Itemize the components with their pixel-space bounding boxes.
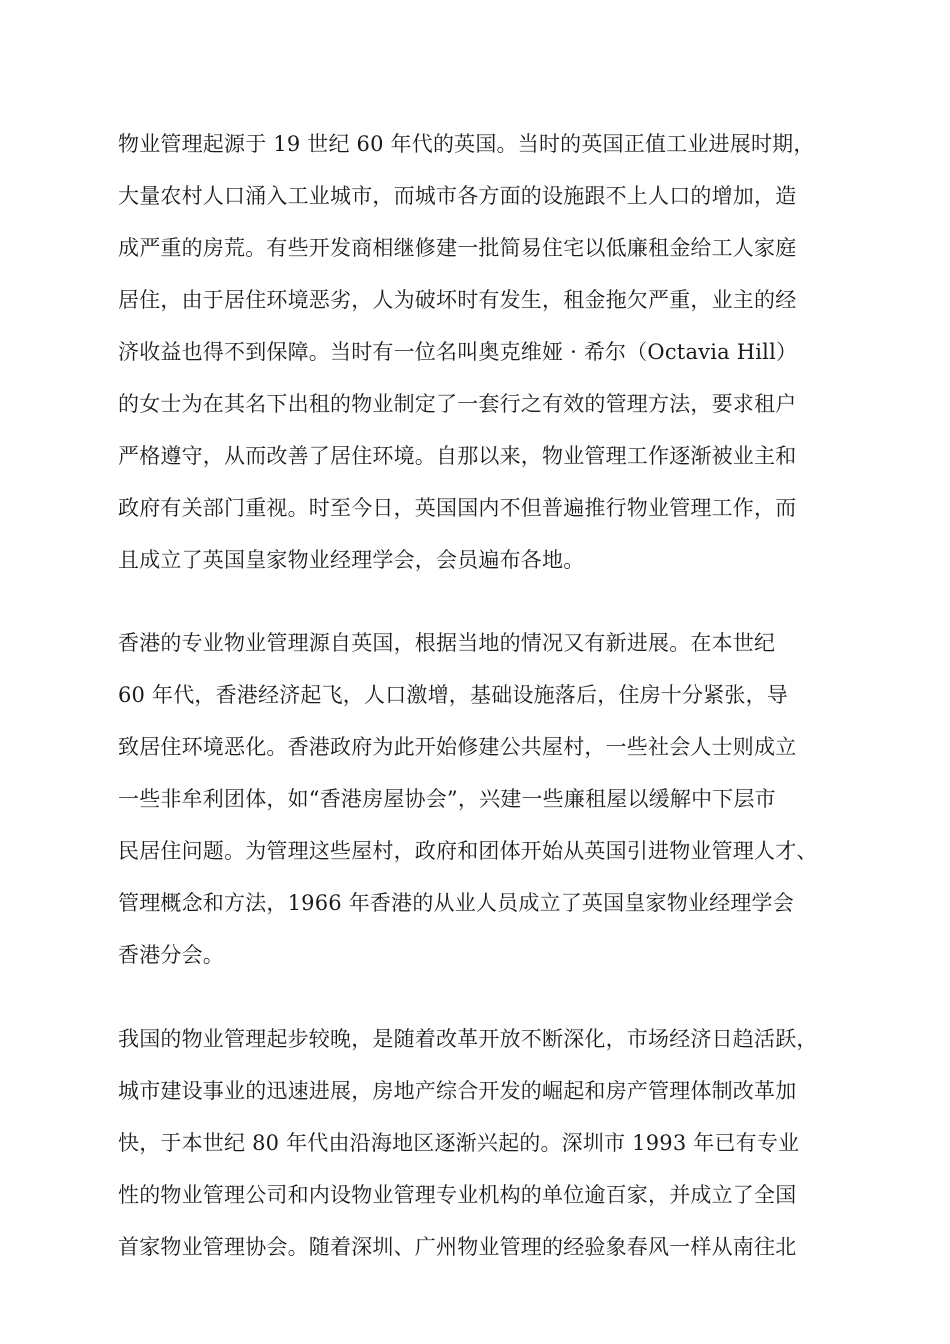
text-line: 严格遵守，从而改善了居住环境。自那以来，物业管理工作逐渐被业主和	[118, 444, 797, 468]
text-line: 且成立了英国皇家物业经理学会，会员遍布各地。	[118, 548, 585, 572]
text-line: 首家物业管理协会。随着深圳、广州物业管理的经验象春风一样从南往北	[118, 1235, 797, 1259]
text-line: 物业管理起源于 19 世纪 60 年代的英国。当时的英国正值工业进展时期，	[118, 132, 815, 156]
text-line: 管理概念和方法，1966 年香港的从业人员成立了英国皇家物业经理学会	[118, 891, 794, 915]
text-line: 大量农村人口涌入工业城市，而城市各方面的设施跟不上人口的增加，造	[118, 184, 797, 208]
text-line: 快，于本世纪 80 年代由沿海地区逐渐兴起的。深圳市 1993 年已有专业	[118, 1131, 800, 1155]
text-line: 的女士为在其名下出租的物业制定了一套行之有效的管理方法，要求租户	[118, 392, 797, 416]
text-line: 香港分会。	[118, 943, 224, 967]
text-line: 香港的专业物业管理源自英国，根据当地的情况又有新进展。在本世纪	[118, 631, 776, 655]
text-line: 居住，由于居住环境恶劣，人为破坏时有发生，租金拖欠严重，业主的经	[118, 288, 797, 312]
text-line: 济收益也得不到保障。当时有一位名叫奥克维娅 · 希尔（Octavia Hill）	[118, 340, 798, 364]
text-line: 60 年代，香港经济起飞，人口激增，基础设施落后，住房十分紧张，导	[118, 683, 788, 707]
text-line: 城市建设事业的迅速进展，房地产综合开发的崛起和房产管理体制改革加	[118, 1079, 797, 1103]
text-line: 性的物业管理公司和内设物业管理专业机构的单位逾百家，并成立了全国	[118, 1183, 797, 1207]
paragraph-china	[118, 1013, 838, 1273]
text-line: 致居住环境恶化。香港政府为此开始修建公共屋村，一些社会人士则成立	[118, 735, 797, 759]
text-line: 我国的物业管理起步较晚，是随着改革开放不断深化，市场经济日趋活跃，	[118, 1027, 818, 1051]
text-line: 一些非牟利团体，如“香港房屋协会”，兴建一些廉租屋以缓解中下层市	[118, 787, 776, 811]
text-line: 成严重的房荒。有些开发商相继修建一批简易住宅以低廉租金给工人家庭	[118, 236, 797, 260]
text-line: 政府有关部门重视。时至今日，英国国内不但普遍推行物业管理工作，而	[118, 496, 797, 520]
paragraph-origin-uk	[118, 118, 838, 586]
text-line: 民居住问题。为管理这些屋村，政府和团体开始从英国引进物业管理人才、	[118, 839, 818, 863]
paragraph-hong-kong	[118, 617, 838, 981]
